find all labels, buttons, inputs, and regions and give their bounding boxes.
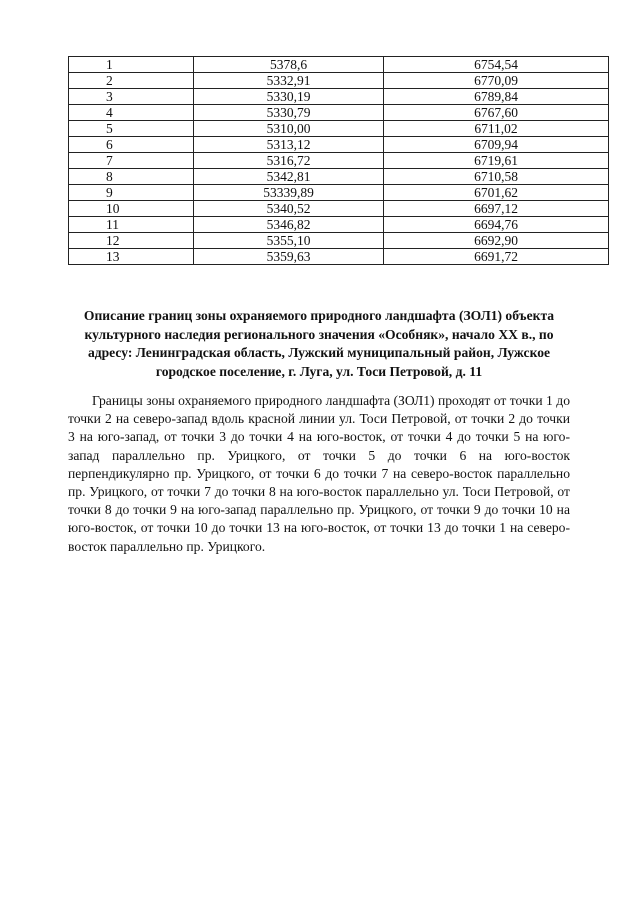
table-row [69, 185, 609, 201]
point-number-cell: 9 [69, 185, 194, 201]
table-row [69, 233, 609, 249]
point-number-cell: 1 [69, 57, 194, 73]
point-number-cell: 12 [69, 233, 194, 249]
x-coordinate-cell: 5346,82 [194, 217, 384, 233]
x-coordinate-cell: 5340,52 [194, 201, 384, 217]
y-coordinate-cell: 6691,72 [384, 249, 609, 265]
x-coordinate-cell: 5378,6 [194, 57, 384, 73]
point-number-cell: 8 [69, 169, 194, 185]
table-row [69, 169, 609, 185]
point-number-cell: 2 [69, 73, 194, 89]
table-row [69, 137, 609, 153]
x-coordinate-cell: 5342,81 [194, 169, 384, 185]
x-coordinate-cell: 5330,19 [194, 89, 384, 105]
point-number-cell: 6 [69, 137, 194, 153]
y-coordinate-cell: 6701,62 [384, 185, 609, 201]
x-coordinate-cell: 5332,91 [194, 73, 384, 89]
table-row [69, 73, 609, 89]
point-number-cell: 13 [69, 249, 194, 265]
y-coordinate-cell: 6754,54 [384, 57, 609, 73]
table-row [69, 89, 609, 105]
table-row [69, 57, 609, 73]
table-row [69, 121, 609, 137]
section-body-text: Границы зоны охраняемого природного ландшафта (ЗОЛ1) проходят от точки 1 до точки 2 на северо-запад вдоль красной линии ул. Тоси Петровой, от точки 2 до точки 3 на юго-запад, от точки 3 до точки 4 на юго-восток, от точки 4 до точки 5 на юго-запад параллельно пр. Урицкого, от точки 5 до точки 6 на юго-восток перпендикулярно пр. Урицкого, от точки 6 до точки 7 на северо-восток параллельно пр. Урицкого, от точки 7 до точки 8 на юго-восток параллельно ул. Тоси Петровой, от точки 8 до точки 9 на юго-запад параллельно пр. Урицкого, от точки 9 до точки 10 на юго-восток, от точки 10 до точки 13 на юго-восток, от точки 13 до точки 1 на северо-восток параллельно пр. Урицкого. [68, 393, 570, 554]
table-row [69, 249, 609, 265]
x-coordinate-cell: 53339,89 [194, 185, 384, 201]
point-number-cell: 4 [69, 105, 194, 121]
table-row [69, 217, 609, 233]
point-number-cell: 11 [69, 217, 194, 233]
y-coordinate-cell: 6719,61 [384, 153, 609, 169]
x-coordinate-cell: 5313,12 [194, 137, 384, 153]
y-coordinate-cell: 6767,60 [384, 105, 609, 121]
point-number-cell: 10 [69, 201, 194, 217]
y-coordinate-cell: 6789,84 [384, 89, 609, 105]
table-row [69, 153, 609, 169]
section-heading: Описание границ зоны охраняемого природного ландшафта (ЗОЛ1) объекта культурного наследия регионального значения «Особняк», начало XX в., по адресу: Ленинградская область, Лужский муниципальный район, Лужское городское поселение, г. Луга, ул. Тоси Петровой, д. 11 [83, 308, 555, 379]
table-row [69, 105, 609, 121]
y-coordinate-cell: 6711,02 [384, 121, 609, 137]
y-coordinate-cell: 6692,90 [384, 233, 609, 249]
table-row [69, 201, 609, 217]
point-number-cell: 7 [69, 153, 194, 169]
y-coordinate-cell: 6694,76 [384, 217, 609, 233]
y-coordinate-cell: 6697,12 [384, 201, 609, 217]
point-number-cell: 5 [69, 121, 194, 137]
coordinates-table-body [69, 57, 609, 265]
coordinates-table [68, 56, 609, 265]
y-coordinate-cell: 6770,09 [384, 73, 609, 89]
x-coordinate-cell: 5316,72 [194, 153, 384, 169]
x-coordinate-cell: 5359,63 [194, 249, 384, 265]
x-coordinate-cell: 5330,79 [194, 105, 384, 121]
point-number-cell: 3 [69, 89, 194, 105]
x-coordinate-cell: 5310,00 [194, 121, 384, 137]
x-coordinate-cell: 5355,10 [194, 233, 384, 249]
y-coordinate-cell: 6710,58 [384, 169, 609, 185]
y-coordinate-cell: 6709,94 [384, 137, 609, 153]
